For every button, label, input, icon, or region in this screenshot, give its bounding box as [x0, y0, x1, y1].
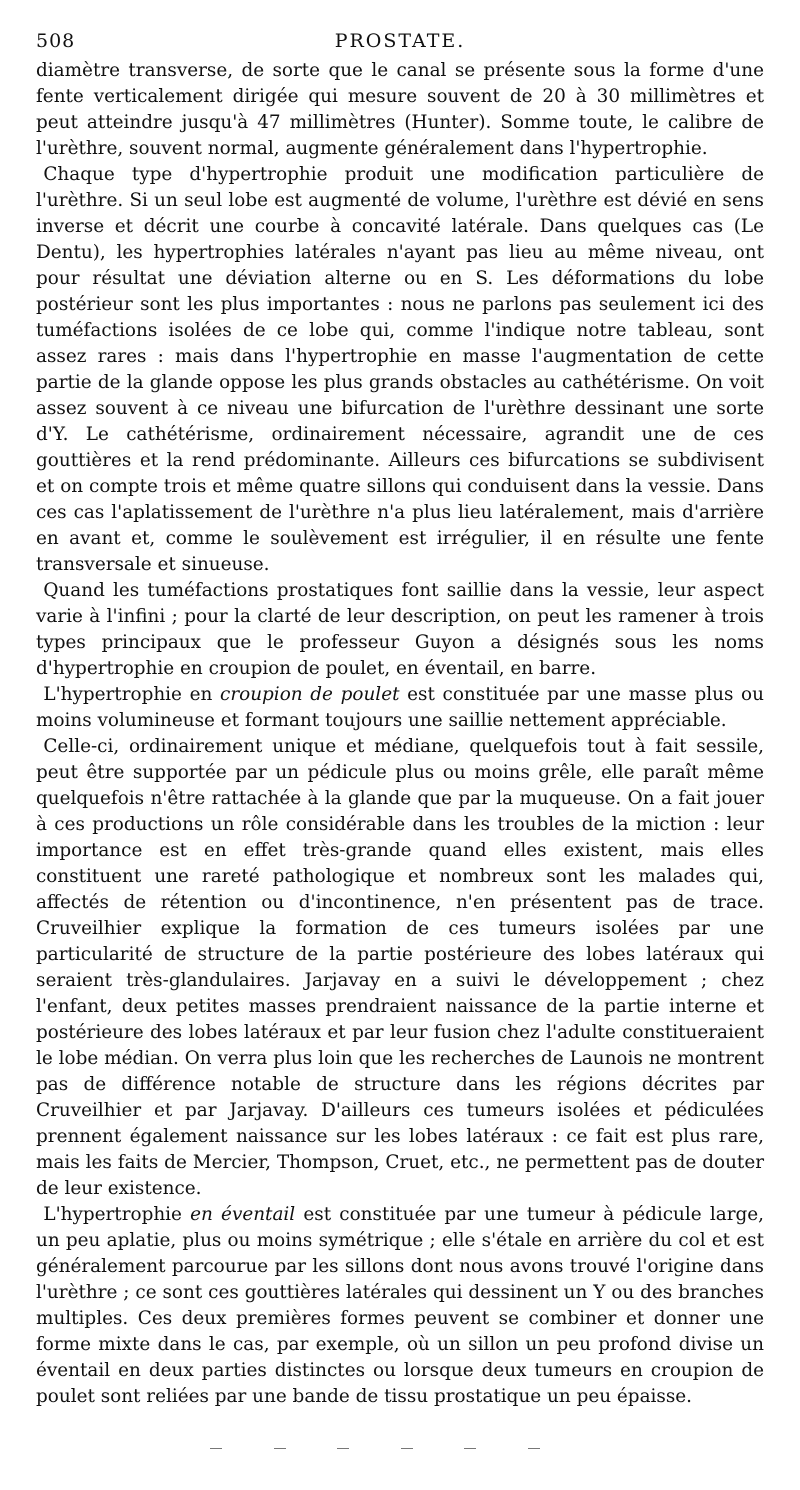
page-number: 508: [36, 30, 76, 52]
rule-dash: [210, 1448, 222, 1449]
paragraph: [36, 682, 764, 734]
paragraph-text: L'hypertrophie en: [43, 684, 221, 705]
rule-dash: [274, 1448, 286, 1449]
paragraph-text: est constituée par une tumeur à pédicule large, un peu aplatie, plus ou moins symétrique ; elle s'étale en arrière du col et est généralement parcourue par les sillons dont nous avons trouvé l'origine dans l'urèthre ; ce sont ces gouttières latérales qui dessinent un Y ou des branches multiples. Ces deux premières formes peuvent se combiner et donner une forme mixte dans le cas, par exemple, où un sillon un peu profond divise un éventail en deux parties distinctes ou lorsque deux tumeurs en croupion de poulet sont reliées par une bande de tissu prostatique un peu épaisse.: [36, 1204, 764, 1407]
rule-dash: [401, 1448, 413, 1449]
rule-dash: [528, 1448, 540, 1449]
paragraph: [36, 734, 764, 1202]
page: [36, 28, 764, 1410]
paragraph-text: est constituée par une masse plus ou moins volumineuse et formant toujours une saillie nettement appréciable.: [36, 684, 764, 731]
footer-dashed-rule: [210, 1448, 540, 1450]
paragraph-text: diamètre transverse, de sorte que le canal se présente sous la forme d'une fente verticalement dirigée qui mesure souvent de 20 à 30 millimètres et peut atteindre jusqu'à 47 millimètres (Hunter). Somme toute, le calibre de l'urèthre, souvent normal, augmente généralement dans l'hypertrophie.: [36, 60, 764, 159]
italic-term: en éventail: [190, 1204, 296, 1225]
italic-term: croupion de poulet: [220, 684, 400, 705]
paragraph: [36, 578, 764, 682]
rule-dash: [464, 1448, 476, 1449]
running-head: [36, 28, 764, 58]
paragraph: [36, 1202, 764, 1410]
paragraph-text: Chaque type d'hypertrophie produit une modification particulière de l'urèthre. Si un seul lobe est augmenté de volume, l'urèthre est dévié en sens inverse et décrit une courbe à concavité latérale. Dans quelques cas (Le Dentu), les hypertrophies latérales n'ayant pas lieu au même niveau, ont pour résultat une déviation alterne ou en S. Les déformations du lobe postérieur sont les plus importantes : nous ne parlons pas seulement ici des tuméfactions isolées de ce lobe qui, comme l'indique notre tableau, sont assez rares : mais dans l'hypertrophie en masse l'augmentation de cette partie de la glande oppose les plus grands obstacles au cathétérisme. On voit assez souvent à ce niveau une bifurcation de l'urèthre dessinant une sorte d'Y. Le cathétérisme, ordinairement nécessaire, agrandit une de ces gouttières et la rend prédominante. Ailleurs ces bifurcations se subdivisent et on compte trois et même quatre sillons qui conduisent dans la vessie. Dans ces cas l'aplatissement de l'urèthre n'a plus lieu latéralement, mais d'arrière en avant et, comme le soulèvement est irrégulier, il en résulte une fente transversale et sinueuse.: [36, 164, 764, 575]
paragraph-text: Celle-ci, ordinairement unique et médiane, quelquefois tout à fait sessile, peut être supportée par un pédicule plus ou moins grêle, elle paraît même quelquefois n'être rattachée à la glande que par la muqueuse. On a fait jouer à ces productions un rôle considérable dans les troubles de la miction : leur importance est en effet très-grande quand elles existent, mais elles constituent une rareté pathologique et nombreux sont les malades qui, affectés de rétention ou d'incontinence, n'en présentent pas de trace. Cruveilhier explique la formation de ces tumeurs isolées par une particularité de structure de la partie postérieure des lobes latéraux qui seraient très-glandulaires. Jarjavay en a suivi le développement ; chez l'enfant, deux petites masses prendraient naissance de la partie interne et postérieure des lobes latéraux et par leur fusion chez l'adulte constitueraient le lobe médian. On verra plus loin que les recherches de Launois ne montrent pas de différence notable de structure dans les régions décrites par Cruveilhier et par Jarjavay. D'ailleurs ces tumeurs isolées et pédiculées prennent également naissance sur les lobes latéraux : ce fait est plus rare, mais les faits de Mercier, Thompson, Cruet, etc., ne permettent pas de douter de leur existence.: [36, 736, 764, 1199]
paragraph: [36, 162, 764, 578]
running-title: PROSTATE.: [334, 30, 466, 52]
rule-dash: [337, 1448, 349, 1449]
paragraph: [36, 58, 764, 162]
body-text: [36, 58, 764, 1410]
paragraph-text: Quand les tuméfactions prostatiques font saillie dans la vessie, leur aspect varie à l'infini ; pour la clarté de leur description, on peut les ramener à trois types principaux que le professeur Guyon a désignés sous les noms d'hypertrophie en croupion de poulet, en éventail, en barre.: [36, 580, 764, 679]
paragraph-text: L'hypertrophie: [43, 1204, 191, 1225]
